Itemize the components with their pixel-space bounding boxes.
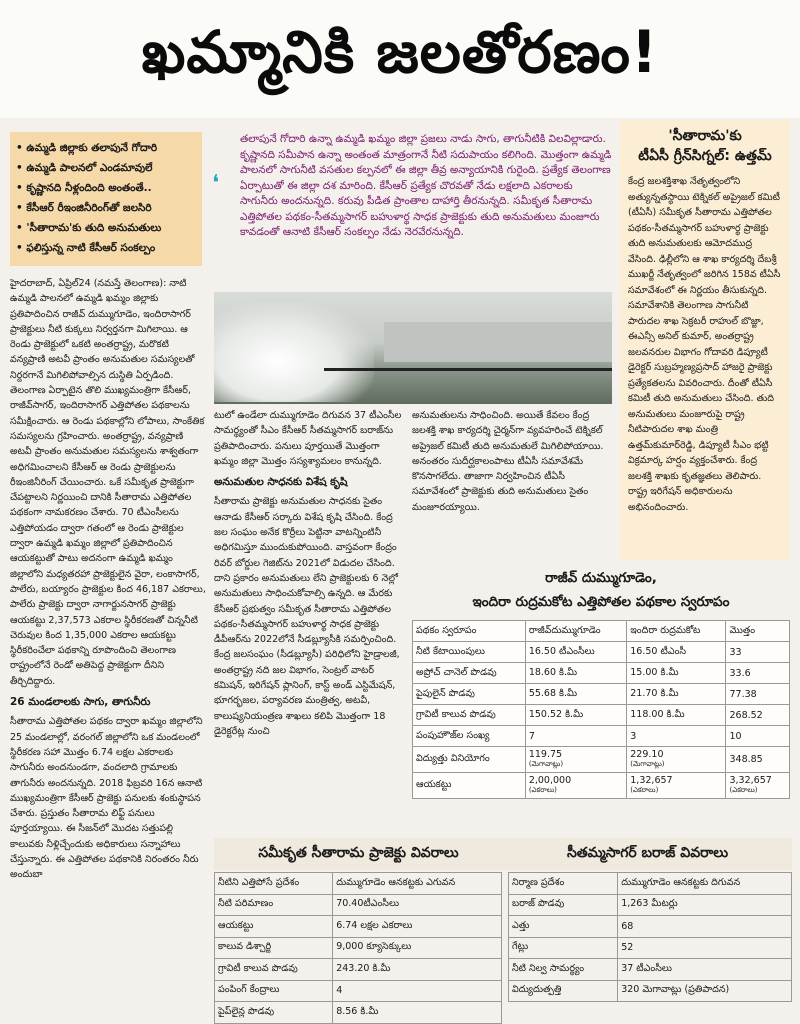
column-3-text: అనుమతులను సాధించింది. అయితే కేవలం కేంద్ర జలశక్తి శాఖ కార్యదర్శి చైర్మన్‌గా వ్యవహరించే టెక్నికల్ అప్రైజల్ కమిటీ తుది అనుమతులే మిగిలిపోయాయి. అనంతరం సుదీర్ఘకాలంపాటు టీఏసీ సమావేశమే కొనసాగలేదు. తాజాగా నిర్వహించిన టీఏసీ సమావేశంలో ప్రాజెక్టుకు తుది అనుమతులు సైతం మంజూరయ్యాయి. bbox=[412, 410, 604, 513]
table-cell: పంపుహౌజ్‌ల సంఖ్య bbox=[413, 726, 526, 747]
highlight-item: • ఫలిస్తున్న నాటి కేసీఆర్ సంకల్పం bbox=[16, 238, 196, 258]
cell-unit: (మెగావాట్లు) bbox=[528, 760, 564, 768]
table-cell bbox=[525, 773, 626, 799]
header-cell: ఇందిరా రుద్రమకోట bbox=[627, 621, 726, 642]
table-cell: బరాజ్ పొడవు bbox=[509, 894, 618, 916]
table-cell: 1,263 మీటర్లు bbox=[618, 894, 792, 916]
table-cell: నీటి పరిమాణం bbox=[215, 894, 333, 916]
railing bbox=[324, 368, 612, 371]
cell-value: 2,00,000 bbox=[528, 775, 572, 786]
table-cell: గేట్లు bbox=[509, 937, 618, 959]
table-cell: 33.6 bbox=[726, 663, 790, 684]
intro-text: తలాపునే గోదారి ఉన్నా ఉమ్మడి ఖమ్మం జిల్లా ప్రజలు నాడు సాగు, తాగునీటికి విలవిల్లాడారు. కృష్ణానది సమీపాన ఉన్నా అంతంత మాత్రంగానే నీటి సదుపాయం కలిగింది. మొత్తంగా ఉమ్మడి పాలనలో సాగునీటి వసతుల కల్పనలో ఈ జిల్లా తీవ్ర అన్యాయానికి గురైంది. ప్రత్యేక తెలంగాణ ఏర్పాటుతో ఈ జిల్లా దశ మారింది. కేసీఆర్ ప్రత్యేక చొరవతో నేడు లక్షలాది ఎకరాలకు సాగునీరు అందనున్నది. కరువు పీడిత ప్రాంతాల దాహార్తి తీరనున్నది. సమీకృత సీతారామ ఎత్తిపోతల పథకం-సీతమ్మసాగర్ బహుళార్థ సాధక ప్రాజెక్టుకు తుది అనుమతులు మంజూరు కావడంతో ఆనాటి కేసీఆర్ సంకల్పం నేడు నెరవేరనున్నది. bbox=[240, 133, 612, 238]
table-cell: 16.50 టీఎంసీలు bbox=[525, 642, 626, 663]
table-cell: ఆయకట్టు bbox=[413, 773, 526, 799]
cell-unit: (ఎకరాలు) bbox=[528, 786, 557, 794]
table-cell: నీటి కేటాయింపులు bbox=[413, 642, 526, 663]
table-row bbox=[215, 937, 502, 959]
column-1-subhead: 26 మండలాలకు సాగు, తాగునీరు bbox=[10, 696, 151, 709]
table-cell: ఆయకట్టు bbox=[215, 916, 333, 938]
cell-value: 1,32,657 bbox=[630, 775, 673, 786]
table-row bbox=[413, 642, 790, 663]
table-row bbox=[215, 873, 502, 895]
table-cell: 4 bbox=[333, 980, 502, 1002]
table-row bbox=[413, 684, 790, 705]
table-row bbox=[215, 1002, 502, 1024]
table-cell: 33 bbox=[726, 642, 790, 663]
table-row bbox=[413, 773, 790, 799]
table-cell: 150.52 కి.మీ bbox=[525, 705, 626, 726]
table-cell bbox=[627, 747, 726, 773]
highlight-item: • 'సీతారామ'కు తుది అనుమతులు bbox=[16, 218, 196, 238]
table-cell bbox=[525, 747, 626, 773]
table-row bbox=[509, 959, 792, 981]
sitarama-details-title: సమీకృత సీతారామ ప్రాజెక్టు వివరాలు bbox=[258, 844, 459, 861]
table-cell bbox=[726, 773, 790, 799]
table-cell: నిర్మాణ ప్రదేశం bbox=[509, 873, 618, 895]
water-spray bbox=[214, 302, 374, 402]
table-header-row bbox=[413, 621, 790, 642]
table-cell: 6.74 లక్షల ఎకరాలు bbox=[333, 916, 502, 938]
details-header-bar bbox=[214, 838, 792, 870]
table1-title-line1: రాజీవ్ దుమ్ముగూడెం, bbox=[545, 570, 657, 586]
cell-value: 229.10 bbox=[630, 749, 664, 760]
table-row bbox=[509, 916, 792, 938]
sitarama-details-table bbox=[214, 872, 502, 1024]
table-row bbox=[215, 894, 502, 916]
header-cell: పథకం స్వరూపం bbox=[413, 621, 526, 642]
table-row bbox=[509, 980, 792, 1002]
cell-value: 119.75 bbox=[528, 749, 563, 760]
cell-unit: (ఎకరాలు) bbox=[729, 786, 758, 794]
table-cell: 37 టీఎంసీలు bbox=[618, 959, 792, 981]
column-2-subhead: అనుమతుల సాధనకు విశేష కృషి bbox=[214, 476, 348, 489]
column-1-text-2: సీతారామ ఎత్తిపోతల పథకం ద్వారా ఖమ్మం జిల్లాలోని 25 మండలాల్లో, వరంగల్ జిల్లాలోని ఒక మండలంలో స్థిరీకరణ సహా మొత్తం 6.74 లక్షల ఎకరాలకు సాగునీరు అందనుండగా, వందలాది గ్రామాలకు తాగునీరు అందనున్నది. 2018 ఫిబ్రవరి 16న ఆనాటి ముఖ్యమంత్రిగా కేసీఆర్ ప్రాజెక్టు పనులకు శంకుస్థాపన చేశారు. ప్రస్తుతం సీతారామ లిఫ్ట్ పనులు పూర్తయ్యాయి. ఈ సీజన్‌లో మొదట సత్తుపల్లి కాలువకు నీళ్లిచ్చేందుకు అధికారులు సన్నాహాలు చేస్తున్నారు. ఈ ఎత్తిపోతల పథకానికి నిరంతరం నీరు అందుబా bbox=[10, 716, 203, 881]
table-cell: 3 bbox=[627, 726, 726, 747]
table-row bbox=[215, 980, 502, 1002]
table-cell: అప్రోచ్ చానెల్ పొడవు bbox=[413, 663, 526, 684]
table-cell: 320 మెగావాట్లు (ప్రతిపాదన) bbox=[618, 980, 792, 1002]
table-row bbox=[509, 937, 792, 959]
table-cell: 348.85 bbox=[726, 747, 790, 773]
column-2-text-2: సీతారామ ప్రాజెక్టు అనుమతుల సాధనకు సైతం ఆనాడు కేసీఆర్ సర్కారు విశేష కృషి చేసింది. కేంద్ర జల సంఘం అనేక కొర్రీలు పెట్టినా వాటన్నింటినీ అధిగమిస్తూ ముందుకుపోయింది. వాస్తవంగా కేంద్రం రివర్ బోర్డుల గెజిట్‌ను 2021లో విడుదల చేసింది. దాని ప్రకారం అనుమతులు లేని ప్రాజెక్టులకు 6 నెల్లో అనుమతులు సాధించుకోవాల్సి ఉన్నది. ఆ మేరకు కేసీఆర్ ప్రభుత్వం సమీకృత సీతారామ ఎత్తిపోతల పథకం-సీతమ్మసాగర్ బహుళార్థ సాధక ప్రాజెక్టు డీపీఆర్‌ను 2022లోనే సీడబ్ల్యూసీకి సమర్పించింది. కేంద్ర జలసంఘం (సీడబ్ల్యూసీ) పరిధిలోని హైడ్రాలజీ, అంతర్రాష్ట్ర నది జల విభాగం, సెంట్రల్ వాటర్ కమిషన్, ఇరిగేషన్ ప్లానింగ్, కాస్ట్ అండ్ ఎస్టిమేషన్, భూగర్భజల, పర్యావరణ మంత్రిత్వ, అటవీ, కాలుష్యనియంత్రణ శాఖలు కలిపి మొత్తంగా 18 డైరెక్టరేట్ల నుంచి bbox=[214, 496, 400, 737]
table-cell: 16.50 టీఎంసీ bbox=[627, 642, 726, 663]
cell-unit: (మెగావాట్లు) bbox=[630, 760, 665, 768]
column-2-text: టులో ఉండేలా దుమ్ముగూడెం దిగువన 37 టీఎంసీల సామర్థ్యంతో సీఎం కేసీఆర్ సీతమ్మసాగర్ బరాజ్‌ను ప్రతిపాదించారు. పనులు పూర్తయితే మొత్తంగా ఖమ్మం జిల్లా మొత్తం సస్యశ్యామలం కానున్నది. bbox=[214, 410, 402, 467]
table-row bbox=[215, 916, 502, 938]
side-story bbox=[620, 120, 790, 560]
table-cell: నీటి నిల్వ సామర్థ్యం bbox=[509, 959, 618, 981]
table-cell: 118.00 కి.మీ bbox=[627, 705, 726, 726]
table-cell: 8.56 కి.మీ bbox=[333, 1002, 502, 1024]
table1-title bbox=[412, 560, 790, 620]
cell-unit: (ఎకరాలు) bbox=[630, 786, 659, 794]
table-cell: 18.60 కి.మీ bbox=[525, 663, 626, 684]
side-story-subtitle: టీఏసీ గ్రీన్‌సిగ్నల్: ఉత్తమ్ bbox=[638, 148, 772, 164]
dam-photo bbox=[214, 292, 612, 404]
table-cell: 70.40టీఎంసీలు bbox=[333, 894, 502, 916]
article-column-3 bbox=[412, 408, 612, 558]
table-cell: 243.20 కి.మీ bbox=[333, 959, 502, 981]
header-cell: మొత్తం bbox=[726, 621, 790, 642]
dam-wall bbox=[384, 322, 612, 362]
headline: ఖమ్మానికి జలతోరణం! bbox=[0, 0, 800, 118]
table-cell: గ్రావిటీ కాలువ పొడవు bbox=[413, 705, 526, 726]
highlight-item: • ఉమ్మడి జిల్లాకు తలాపునే గోదారి bbox=[16, 138, 196, 158]
schemes-table bbox=[412, 620, 790, 799]
highlight-item: • ఉమ్మడి పాలనలో ఎండమావులే bbox=[16, 158, 196, 178]
table-cell: పైపులైన్ పొడవు bbox=[413, 684, 526, 705]
highlights-box bbox=[10, 132, 202, 266]
side-story-title: 'సీతారామ'కు bbox=[668, 128, 742, 144]
sitammasagar-details-title: సీతమ్మసాగర్ బరాజ్ వివరాలు bbox=[566, 844, 729, 861]
column-1-text: హైదరాబాద్, ఏప్రిల్24 (నమస్తే తెలంగాణ): నాటి ఉమ్మడి పాలనలో ఉమ్మడి ఖమ్మం జిల్లాకు ప్రతిపాదించిన రాజీవ్ దుమ్ముగూడెం, ఇందిరాసాగర్ ప్రాజెక్టులు నీటి కుక్కలు నిర్వర్తనగా మిగిలాయి. ఆ రెండు ప్రాజెక్టులో ఒకటి అంతర్రాష్ట్ర, మరొకటి వన్యప్రాణి అటవీ ప్రాంతం అనుమతుల సమస్యలతో నిర్దరగానే మిగిలిపోవాల్సిన దుస్థితి ఏర్పడింది. తెలంగాణ ఏర్పాటైన తొలి ముఖ్యమంత్రిగా కేసీఆర్, రాజీవ్‌సాగర్, ఇందిరాసాగర్ ఎత్తిపోతల పథకాలను సమీక్షించారు. ఆ రెండు పథకాల్లోని లోపాలు, సాంకేతిక సమస్యలను గ్రహించారు. అంతర్రాష్ట్ర, వన్యప్రాణి అటవీ ప్రాంతం అనుమతుల సమస్యలను శాశ్వతంగా అధిగమించాలని కేసీఆర్ ఆ రెండు ప్రాజెక్టులను రీఇంజినీరింగ్ చేయించారు. ఒకే సమీకృత ప్రాజెక్టుగా చేపట్టాలని నిర్ణయించి దానికి సీతారామ ఎత్తిపోతల పథకంగా నామకరణం చేశారు. 70 టీఎంసీలను ఎత్తిపోయడం ద్వారా గతంలో ఆ రెండు ప్రాజెక్టుల ద్వారా ఉమ్మడి ఖమ్మం జిల్లాలో ప్రతిపాదించిన ఆయకట్టుతో పాటు అదనంగా ఉమ్మడి ఖమ్మం జిల్లాలోని మధ్యతరహా ప్రాజెక్టులైన వైరా, లంకాసాగర్, పాలేరు, బయ్యారం ప్రాజెక్టుల కింద 46,187 ఎకరాలు, పాలేరు ప్రాజెక్టు ద్వారా నాగార్జునసాగర్ ప్రాజెక్టు ఆయకట్టు 2,37,573 ఎకరాల స్థిరీకరణతో చిన్ననీటి చెరువుల కింద 1,35,000 ఎకరాల ఆయకట్టు స్థిరీకరించేలా పథకాన్ని రూపొందించి తెలంగాణ రాష్ట్రంలోనే రెండో అతిపెద్ద ప్రాజెక్టుగా దీనిని తీర్చిదిద్దారు. bbox=[10, 278, 206, 687]
leaf-icon: ❛ bbox=[212, 171, 220, 196]
table-row bbox=[413, 726, 790, 747]
table-cell: 10 bbox=[726, 726, 790, 747]
table-cell: నీటిని ఎత్తిపోసే ప్రదేశం bbox=[215, 873, 333, 895]
table-cell: పంపింగ్ కేంద్రాలు bbox=[215, 980, 333, 1002]
table-cell: పైప్‌లైన్ల పొడవు bbox=[215, 1002, 333, 1024]
header-cell: రాజీవ్‌దుమ్ముగూడెం bbox=[525, 621, 626, 642]
article-column-2 bbox=[214, 408, 404, 836]
table-cell: 15.00 కి.మీ bbox=[627, 663, 726, 684]
intro-paragraph bbox=[212, 132, 612, 272]
table-cell: 7 bbox=[525, 726, 626, 747]
table-cell: విద్యుదుత్పత్తి bbox=[509, 980, 618, 1002]
cell-value: 3,32,657 bbox=[729, 775, 772, 786]
table-cell: 268.52 bbox=[726, 705, 790, 726]
table-cell: 77.38 bbox=[726, 684, 790, 705]
highlight-item: • కేసీఆర్ రీఇంజినీరింగ్‌తో జలసిరి bbox=[16, 198, 196, 218]
highlight-item: • కృష్ణానది నీళ్లందింది అంతంతే.. bbox=[16, 178, 196, 198]
table-cell: 55.68 కి.మీ bbox=[525, 684, 626, 705]
table-row bbox=[509, 894, 792, 916]
table-row bbox=[509, 873, 792, 895]
side-story-body: కేంద్ర జలశక్తిశాఖ నేతృత్వంలోని అత్యున్నతస్థాయి టెక్నికల్ అప్రైజల్ కమిటీ (టీఏసీ) సమీకృత సీతారామ ఎత్తిపోతల పథకం-సీతమ్మసాగర్ బహుళార్థ ప్రాజెక్టు తుది అనుమతులకు ఆమోదముద్ర వేసింది. ఢిల్లీలోని ఆ శాఖ కార్యదర్శి దేబశ్రీ ముఖర్జీ నేతృత్వంలో జరిగిన 158వ టీఏసీ సమావేశంలో ఈ నిర్ణయం తీసుకున్నది. సమావేశానికి తెలంగాణ సాగునీటి పారుదల శాఖ సెక్రటరీ రాహుల్ బొజ్జా, ఈఎన్సీ అనిల్ కుమార్, అంతర్రాష్ట్ర జలవనరుల విభాగం గోదావరి డిప్యూటీ డైరెక్టర్ సుబ్రహ్మణ్యప్రసాద్ హాజరై ప్రాజెక్టు ప్రత్యేకతలను వివరించారు. దీంతో టీఏసీ కమిటీ తుది అనుమతులు చేసింది. తుది అనుమతులు మంజూరుపై రాష్ట్ర నీటిపారుదల శాఖ మంత్రి ఉత్తమ్‌కుమార్‌రెడ్డి, డిప్యూటీ సీఎం భట్టి విక్రమార్క హర్షం వ్యక్తంచేశారు. కేంద్ర జలశక్తి శాఖకు కృతజ్ఞతలు తెలిపారు. రాష్ట్ర ఇరిగేషన్ అధికారులను అభినందించారు. bbox=[628, 176, 781, 513]
table-cell: గ్రావిటీ కాలువ పొడవు bbox=[215, 959, 333, 981]
table-cell: 21.70 కి.మీ bbox=[627, 684, 726, 705]
table-cell: 9,000 క్యూసెక్కులు bbox=[333, 937, 502, 959]
table-cell: దుమ్ముగూడెం ఆనకట్టకు ఎగువన bbox=[333, 873, 502, 895]
table-row bbox=[413, 663, 790, 684]
table-cell: కాలువ డిశ్చార్జి bbox=[215, 937, 333, 959]
article-column-1-bottom bbox=[10, 790, 206, 1023]
table-cell: ఎత్తు bbox=[509, 916, 618, 938]
table-row bbox=[413, 705, 790, 726]
table-row bbox=[215, 959, 502, 981]
table-cell bbox=[627, 773, 726, 799]
table-cell: దుమ్ముగూడెం ఆనకట్టకు దిగువన bbox=[618, 873, 792, 895]
table-row bbox=[413, 747, 790, 773]
sitammasagar-details-table bbox=[508, 872, 792, 1002]
table-cell: విద్యుత్తు వినియోగం bbox=[413, 747, 526, 773]
table1-title-line2: ఇందిరా రుద్రమకోట ఎత్తిపోతల పథకాల స్వరూపం bbox=[472, 594, 730, 610]
table-cell: 52 bbox=[618, 937, 792, 959]
table-cell: 68 bbox=[618, 916, 792, 938]
article-column-1 bbox=[10, 276, 206, 881]
